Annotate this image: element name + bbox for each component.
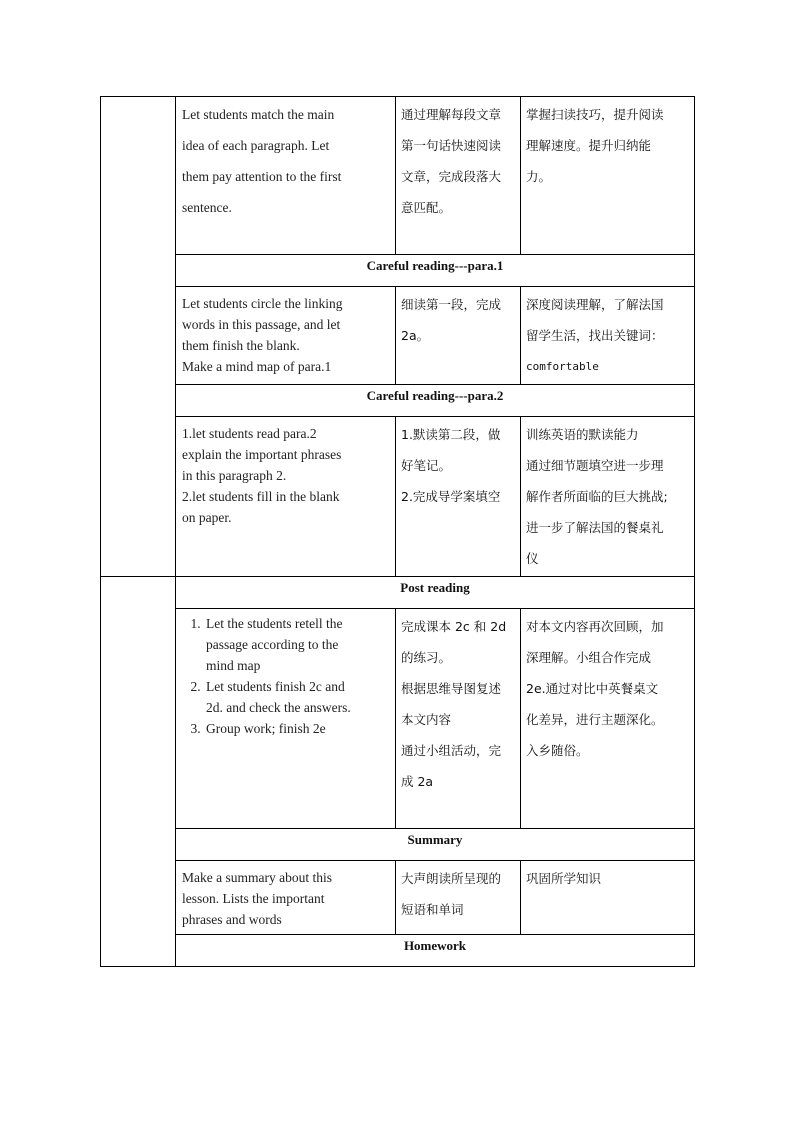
text-line: 根据思维导图复述	[401, 681, 502, 696]
table-row	[101, 861, 695, 935]
text-line: phrases and words	[182, 912, 282, 927]
text-line: 解作者所面临的巨大挑战;	[526, 489, 668, 504]
text-line: 本文内容	[401, 712, 452, 727]
text-line: 深度阅读理解，了解法国	[526, 297, 664, 312]
section-heading: Homework	[176, 935, 695, 967]
text-line: 训练英语的默读能力	[526, 427, 639, 442]
text-line: 完成课本 2c 和 2d	[401, 619, 507, 634]
text-line: 好笔记。	[401, 458, 452, 473]
text-line: 理解速度。提升归纳能	[526, 138, 652, 153]
text-line: in this paragraph 2.	[182, 468, 287, 483]
table-row	[101, 609, 695, 829]
text-line: mind map	[206, 658, 261, 673]
text-line: 巩固所学知识	[526, 871, 602, 886]
text-line: 2e.通过对比中英餐桌文	[526, 681, 659, 696]
section-heading-row	[101, 935, 695, 967]
text-line: idea of each paragraph. Let	[182, 138, 330, 153]
text-line: lesson. Lists the important	[182, 891, 325, 906]
text-line: 对本文内容再次回顾，加	[526, 619, 664, 634]
teacher-activity-cell	[176, 609, 396, 829]
section-heading-row	[101, 255, 695, 287]
text-line: 通过小组活动，完	[401, 743, 502, 758]
text-line: 成 2a	[401, 774, 434, 789]
text-line: 化差异，进行主题深化。	[526, 712, 664, 727]
text-line: passage according to the	[206, 637, 339, 652]
text-line: 掌握扫读技巧，提升阅读	[526, 107, 664, 122]
text-line: 2. Let students finish 2c and	[206, 679, 345, 694]
text-line: 1. Let the students retell the	[206, 616, 343, 631]
text-line: 2.完成导学案填空	[401, 489, 501, 504]
text-line: 通过细节题填空进一步理	[526, 458, 664, 473]
text-line: explain the important phrases	[182, 447, 342, 462]
text-line: 深理解。小组合作完成	[526, 650, 652, 665]
stage-cell	[101, 577, 176, 967]
section-heading: Summary	[176, 829, 695, 861]
list-item	[204, 613, 389, 676]
student-activity-cell	[396, 609, 521, 829]
text-line: 短语和单词	[401, 902, 464, 917]
purpose-cell	[521, 287, 695, 385]
text-line: 意匹配。	[401, 200, 452, 215]
text-line: 2a。	[401, 328, 430, 343]
keyword-text: comfortable	[526, 360, 599, 373]
text-line: 通过理解每段文章	[401, 107, 502, 122]
text-line: 进一步了解法国的餐桌礼	[526, 520, 664, 535]
text-line: them finish the blank.	[182, 338, 300, 353]
teacher-activity-cell	[176, 97, 396, 255]
steps-list	[182, 613, 389, 739]
text-line: Let students match the main	[182, 107, 335, 122]
text-line: 第一句话快速阅读	[401, 138, 502, 153]
table-row	[101, 417, 695, 577]
text-line: 留学生活，找出关键词：	[526, 328, 664, 343]
teacher-activity-cell	[176, 861, 396, 935]
text-line: 2.let students fill in the blank	[182, 489, 340, 504]
text-line: 2d. and check the answers.	[206, 700, 351, 715]
list-item	[204, 676, 389, 718]
section-heading-row	[101, 385, 695, 417]
text-line: Let students circle the linking	[182, 296, 343, 311]
text-line: 入乡随俗。	[526, 743, 589, 758]
section-heading: Post reading	[176, 577, 695, 609]
teacher-activity-cell	[176, 287, 396, 385]
section-heading-row	[101, 829, 695, 861]
text-line: Make a summary about this	[182, 870, 332, 885]
text-line: 仪	[526, 551, 539, 566]
text-line: 细读第一段，完成	[401, 297, 502, 312]
student-activity-cell	[396, 861, 521, 935]
text-line: 文章，完成段落大	[401, 169, 502, 184]
text-line: 大声朗读所呈现的	[401, 871, 502, 886]
student-activity-cell	[396, 417, 521, 577]
text-line: 的练习。	[401, 650, 452, 665]
list-item	[204, 718, 389, 739]
text-line: 1.默读第二段，做	[401, 427, 501, 442]
purpose-cell	[521, 417, 695, 577]
text-line: 力。	[526, 169, 552, 184]
student-activity-cell	[396, 287, 521, 385]
purpose-cell	[521, 609, 695, 829]
stage-cell-empty	[101, 97, 176, 577]
text-line: sentence.	[182, 200, 232, 215]
table-row	[101, 97, 695, 255]
teacher-activity-cell	[176, 417, 396, 577]
lesson-plan-table	[100, 96, 695, 967]
student-activity-cell	[396, 97, 521, 255]
section-heading-row	[101, 577, 695, 609]
text-line: 3. Group work; finish 2e	[206, 721, 326, 736]
text-line: 1.let students read para.2	[182, 426, 317, 441]
text-line: words in this passage, and let	[182, 317, 341, 332]
purpose-cell	[521, 97, 695, 255]
section-heading: Careful reading---para.1	[176, 255, 695, 287]
text-line: them pay attention to the first	[182, 169, 342, 184]
table-row	[101, 287, 695, 385]
text-line: on paper.	[182, 510, 232, 525]
text-line: Make a mind map of para.1	[182, 359, 332, 374]
purpose-cell	[521, 861, 695, 935]
section-heading: Careful reading---para.2	[176, 385, 695, 417]
